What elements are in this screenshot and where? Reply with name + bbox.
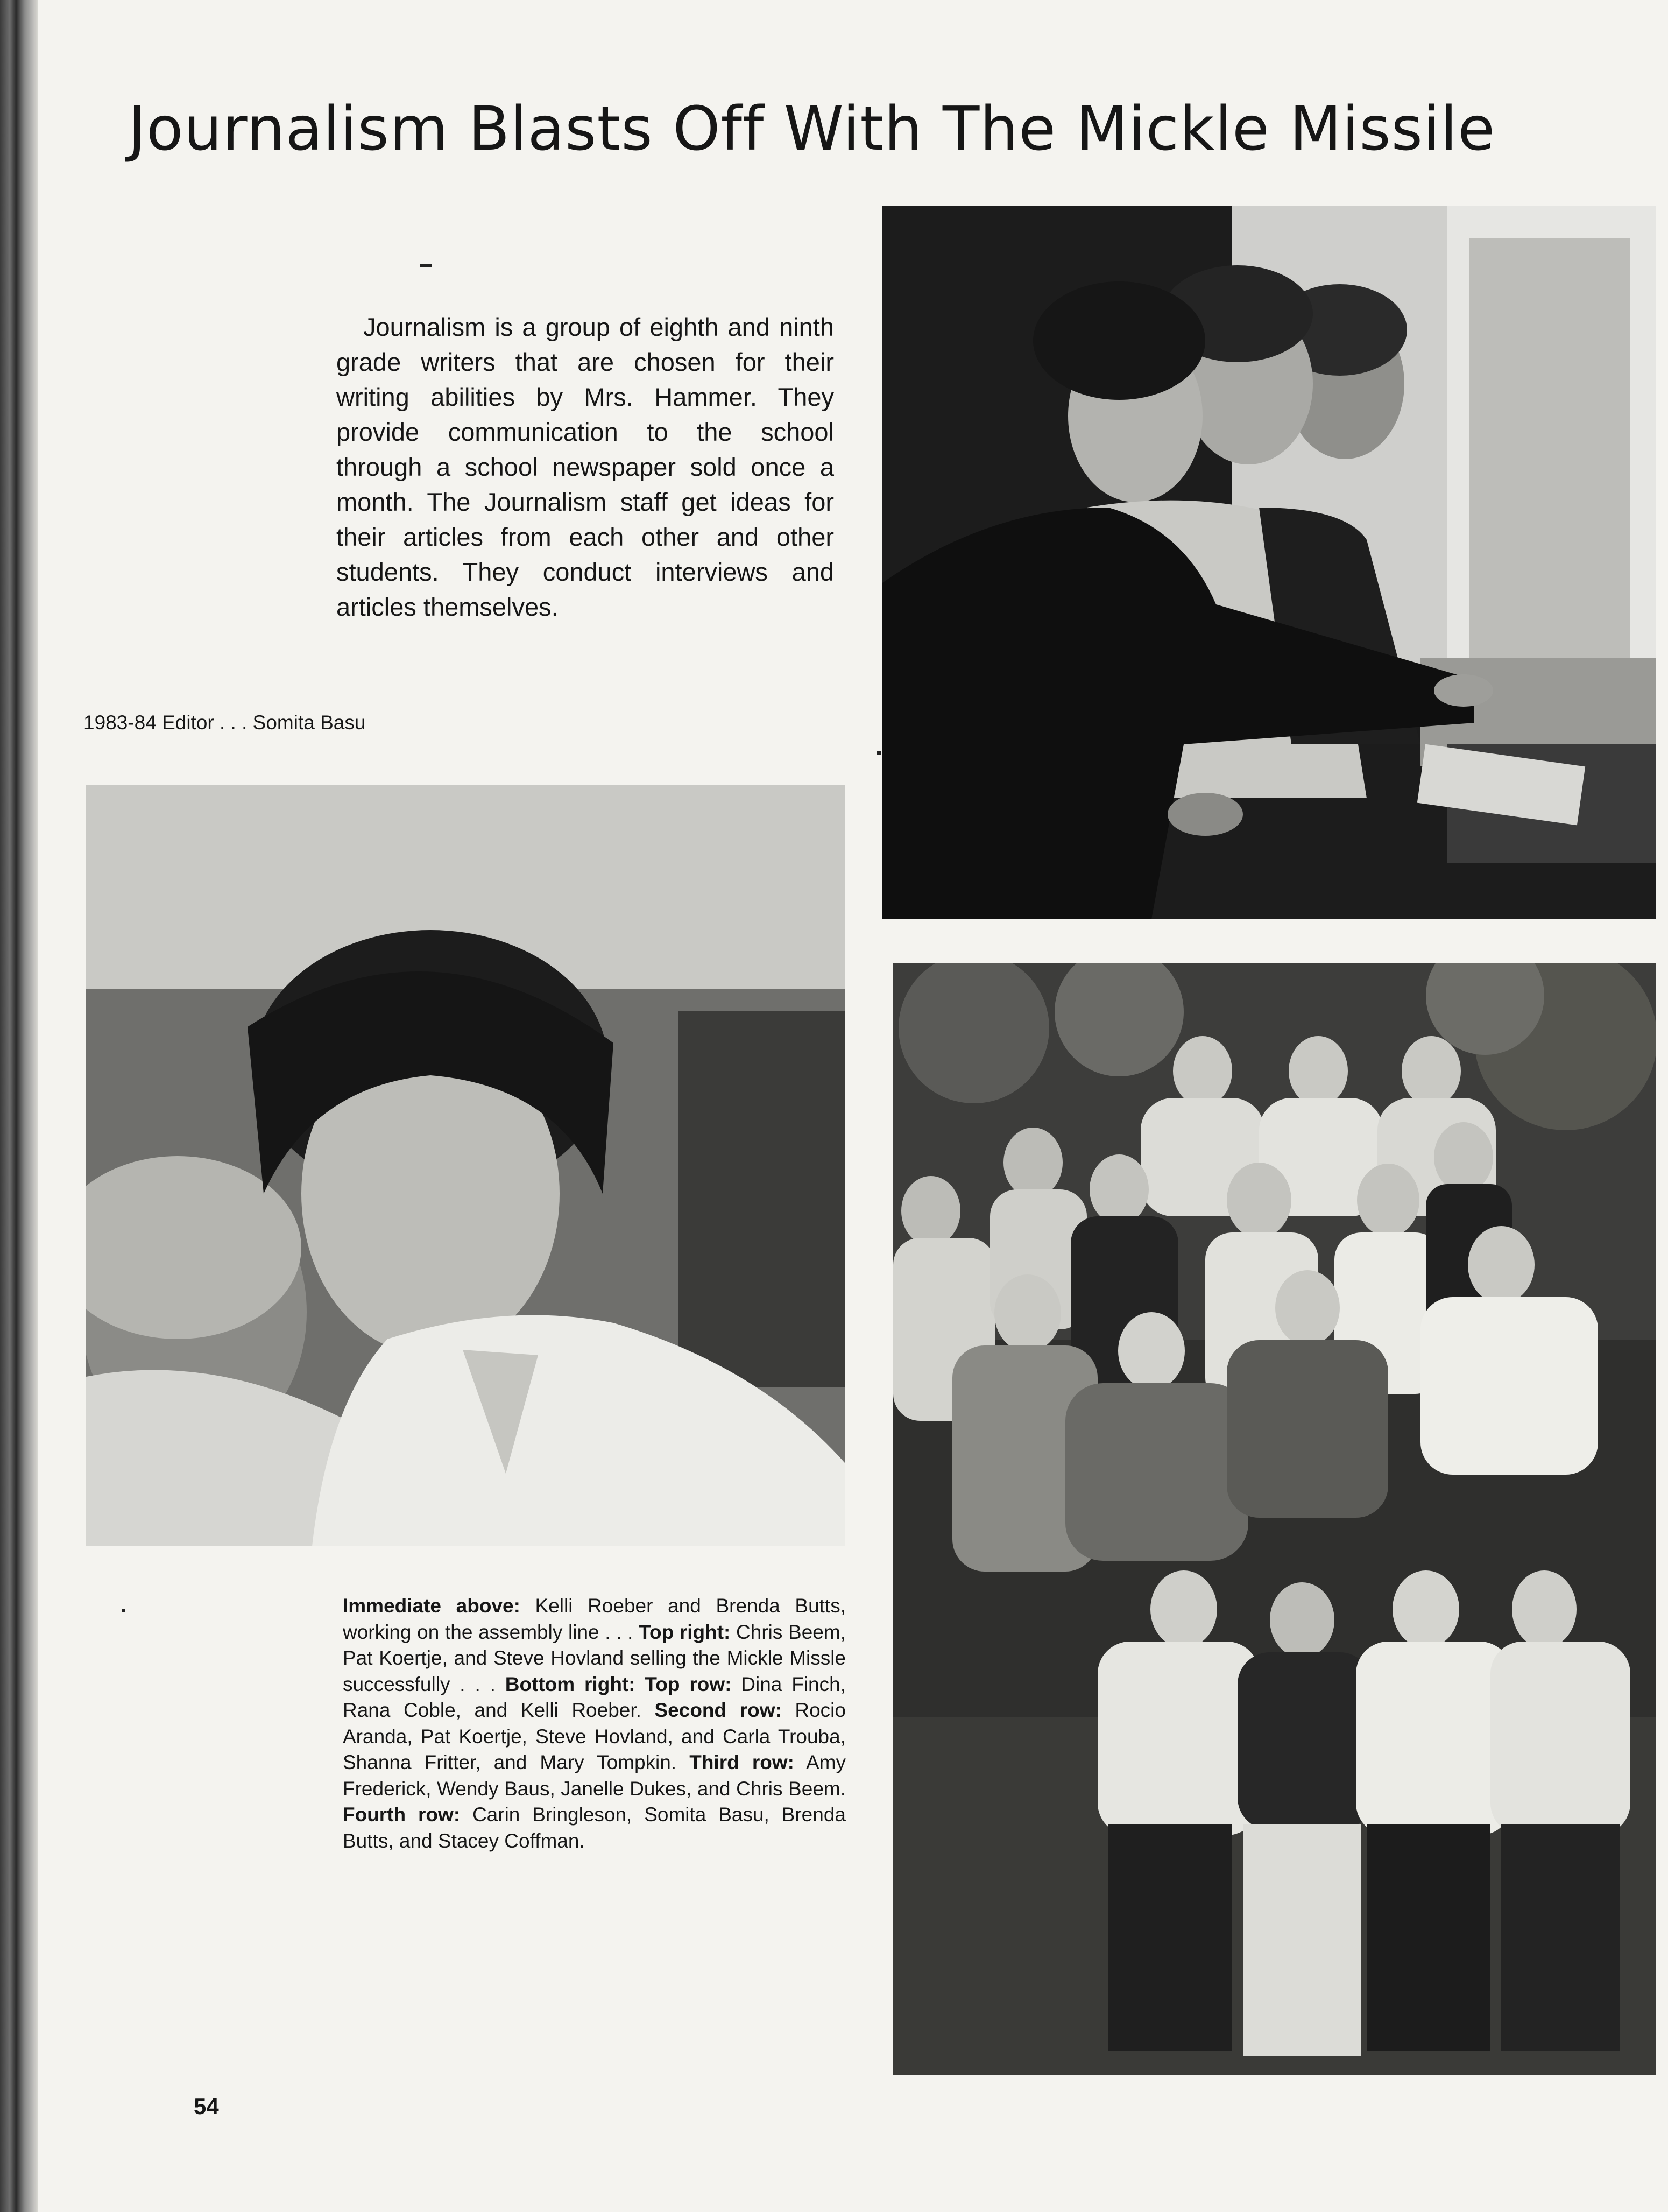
caption-label-third-row: Third row: xyxy=(689,1751,794,1773)
caption-text-immediate-above: Kelli Roeber and Brenda Butts, working on the assembly line . . . xyxy=(343,1595,846,1643)
editor-credit: 1983-84 Editor . . . Somita Basu xyxy=(83,711,366,734)
book-spine-shadow xyxy=(0,0,38,2212)
caption-label-top-right: Top right: xyxy=(639,1621,731,1643)
caption-text-fourth-row: Carin Bringleson, Somita Basu, Brenda Butts, and Stacey Coffman. xyxy=(343,1804,846,1852)
photo-students-selling-newspaper xyxy=(882,206,1656,919)
print-mark xyxy=(420,264,432,267)
caption-text-top-row: Dina Finch, Rana Coble, and Kelli Roeber. xyxy=(343,1673,846,1721)
caption-label-bottom-right-top-row: Bottom right: Top row: xyxy=(505,1673,732,1695)
photo-caption xyxy=(343,1593,846,1854)
print-mark xyxy=(122,1609,125,1612)
caption-label-second-row: Second row: xyxy=(654,1699,782,1721)
page-number: 54 xyxy=(194,2094,219,2119)
caption-label-immediate-above: Immediate above: xyxy=(343,1595,520,1617)
caption-text-top-right: Chris Beem, Pat Koertje, and Steve Hovland selling the Mickle Missle successfully . . . xyxy=(343,1621,846,1695)
photo-students-assembly-line xyxy=(86,785,845,1546)
intro-paragraph: Journalism is a group of eighth and ninth grade writers that are chosen for their writing abilities by Mrs. Hammer. They provide communication to the school through a school newspaper sold once a month. The Journalism staff get ideas for their articles from each other and other students. They conduct interviews and articles themselves. xyxy=(336,313,834,621)
page-headline: Journalism Blasts Off With The Mickle Missile xyxy=(128,94,1496,164)
caption-text-third-row: Amy Frederick, Wendy Baus, Janelle Dukes, and Chris Beem. xyxy=(343,1751,846,1800)
photo-journalism-staff-group xyxy=(893,963,1656,2075)
caption-text-second-row: Rocio Aranda, Pat Koertje, Steve Hovland, and Carla Trouba, Shanna Fritter, and Mary Tompkin. xyxy=(343,1699,846,1773)
print-mark xyxy=(877,751,881,755)
caption-label-fourth-row: Fourth row: xyxy=(343,1804,461,1826)
